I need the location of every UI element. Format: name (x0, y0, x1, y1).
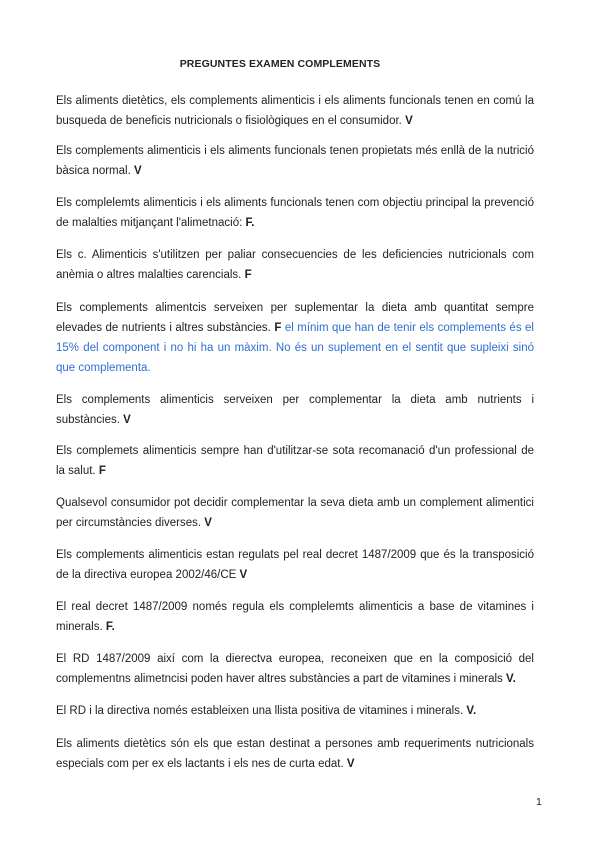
question-text: Els complements alimentcis serveixen per suplementar la dieta amb quantitat sempre elevades de nutrients i altres substàncies. (56, 302, 534, 334)
question-text: El RD 1487/2009 així com la dierectva europea, reconeixen que en la composició del complementns alimetncisi poden haver altres substàncies a part de vitamines i minerals (56, 653, 534, 685)
question-10 (56, 597, 534, 637)
question-text: Els aliments dietètics són els que estan destinat a persones amb requeriments nutricionals especials com per ex els lactants i els nes de curta edat. (56, 738, 534, 770)
question-1 (56, 91, 534, 131)
answer-label: V. (506, 673, 516, 685)
answer-label: V (123, 414, 131, 426)
question-5 (56, 298, 534, 378)
question-text: El RD i la directiva només estableixen una llista positiva de vitamines i minerals. (56, 705, 464, 717)
answer-label: V (204, 517, 212, 529)
question-text: Els aliments dietètics, els complements alimenticis i els aliments funcionals tenen en comú la busqueda de beneficis nutricionals o fisiològiques en el consumidor. (56, 95, 534, 127)
question-text: Els complemets alimenticis sempre han d'utilitzar-se sota recomanació d'un professional de la salut. (56, 445, 534, 477)
answer-label: V (134, 165, 142, 177)
question-12 (56, 701, 534, 721)
question-13 (56, 734, 534, 774)
answer-label: F. (245, 217, 255, 229)
answer-note: el mínim que han de tenir els complements és el 15% del component i no hi ha un màxim. No és un suplement en el sentit que supleixi sinó que complementa. (56, 322, 534, 374)
question-4 (56, 245, 534, 285)
answer-label: V (239, 569, 248, 581)
question-text: El real decret 1487/2009 només regula els complelemts alimenticis a base de vitamines i minerals. (56, 601, 534, 633)
question-text: Els c. Alimenticis s'utilitzen per paliar consecuencies de les deficiencies nutricionals com anèmia o altres malalties carencials. (56, 249, 534, 281)
answer-label: V (346, 758, 355, 770)
question-2 (56, 141, 534, 181)
question-6 (56, 390, 534, 430)
answer-label: F. (105, 621, 115, 633)
question-text: Els complelemts alimenticis i els aliments funcionals tenen com objectiu principal la prevenció de malalties mitjançant l'alimetnació: (56, 197, 534, 229)
question-text: Els complements alimenticis i els aliments funcionals tenen propietats més enllà de la nutrició bàsica normal. (56, 145, 534, 177)
question-8 (56, 493, 534, 533)
question-9 (56, 545, 534, 585)
answer-label: F (98, 465, 106, 477)
question-text: Qualsevol consumidor pot decidir complementar la seva dieta amb un complement alimentici per circumstàncies diverses. (56, 497, 534, 529)
question-text: Els complements alimenticis estan regulats pel real decret 1487/2009 que és la transposició de la directiva europea 2002/46/CE (56, 549, 534, 581)
answer-label: F (244, 269, 252, 281)
answer-label: V (405, 115, 413, 127)
question-7 (56, 441, 534, 481)
answer-label: F (274, 322, 282, 334)
page-title: PREGUNTES EXAMEN COMPLEMENTS (179, 58, 381, 70)
question-text: Els complements alimenticis serveixen per complementar la dieta amb nutrients i substàncies. (56, 394, 534, 426)
answer-label: V. (466, 705, 477, 717)
question-3 (56, 193, 534, 233)
question-11 (56, 649, 534, 689)
page-number: 1 (536, 796, 542, 808)
